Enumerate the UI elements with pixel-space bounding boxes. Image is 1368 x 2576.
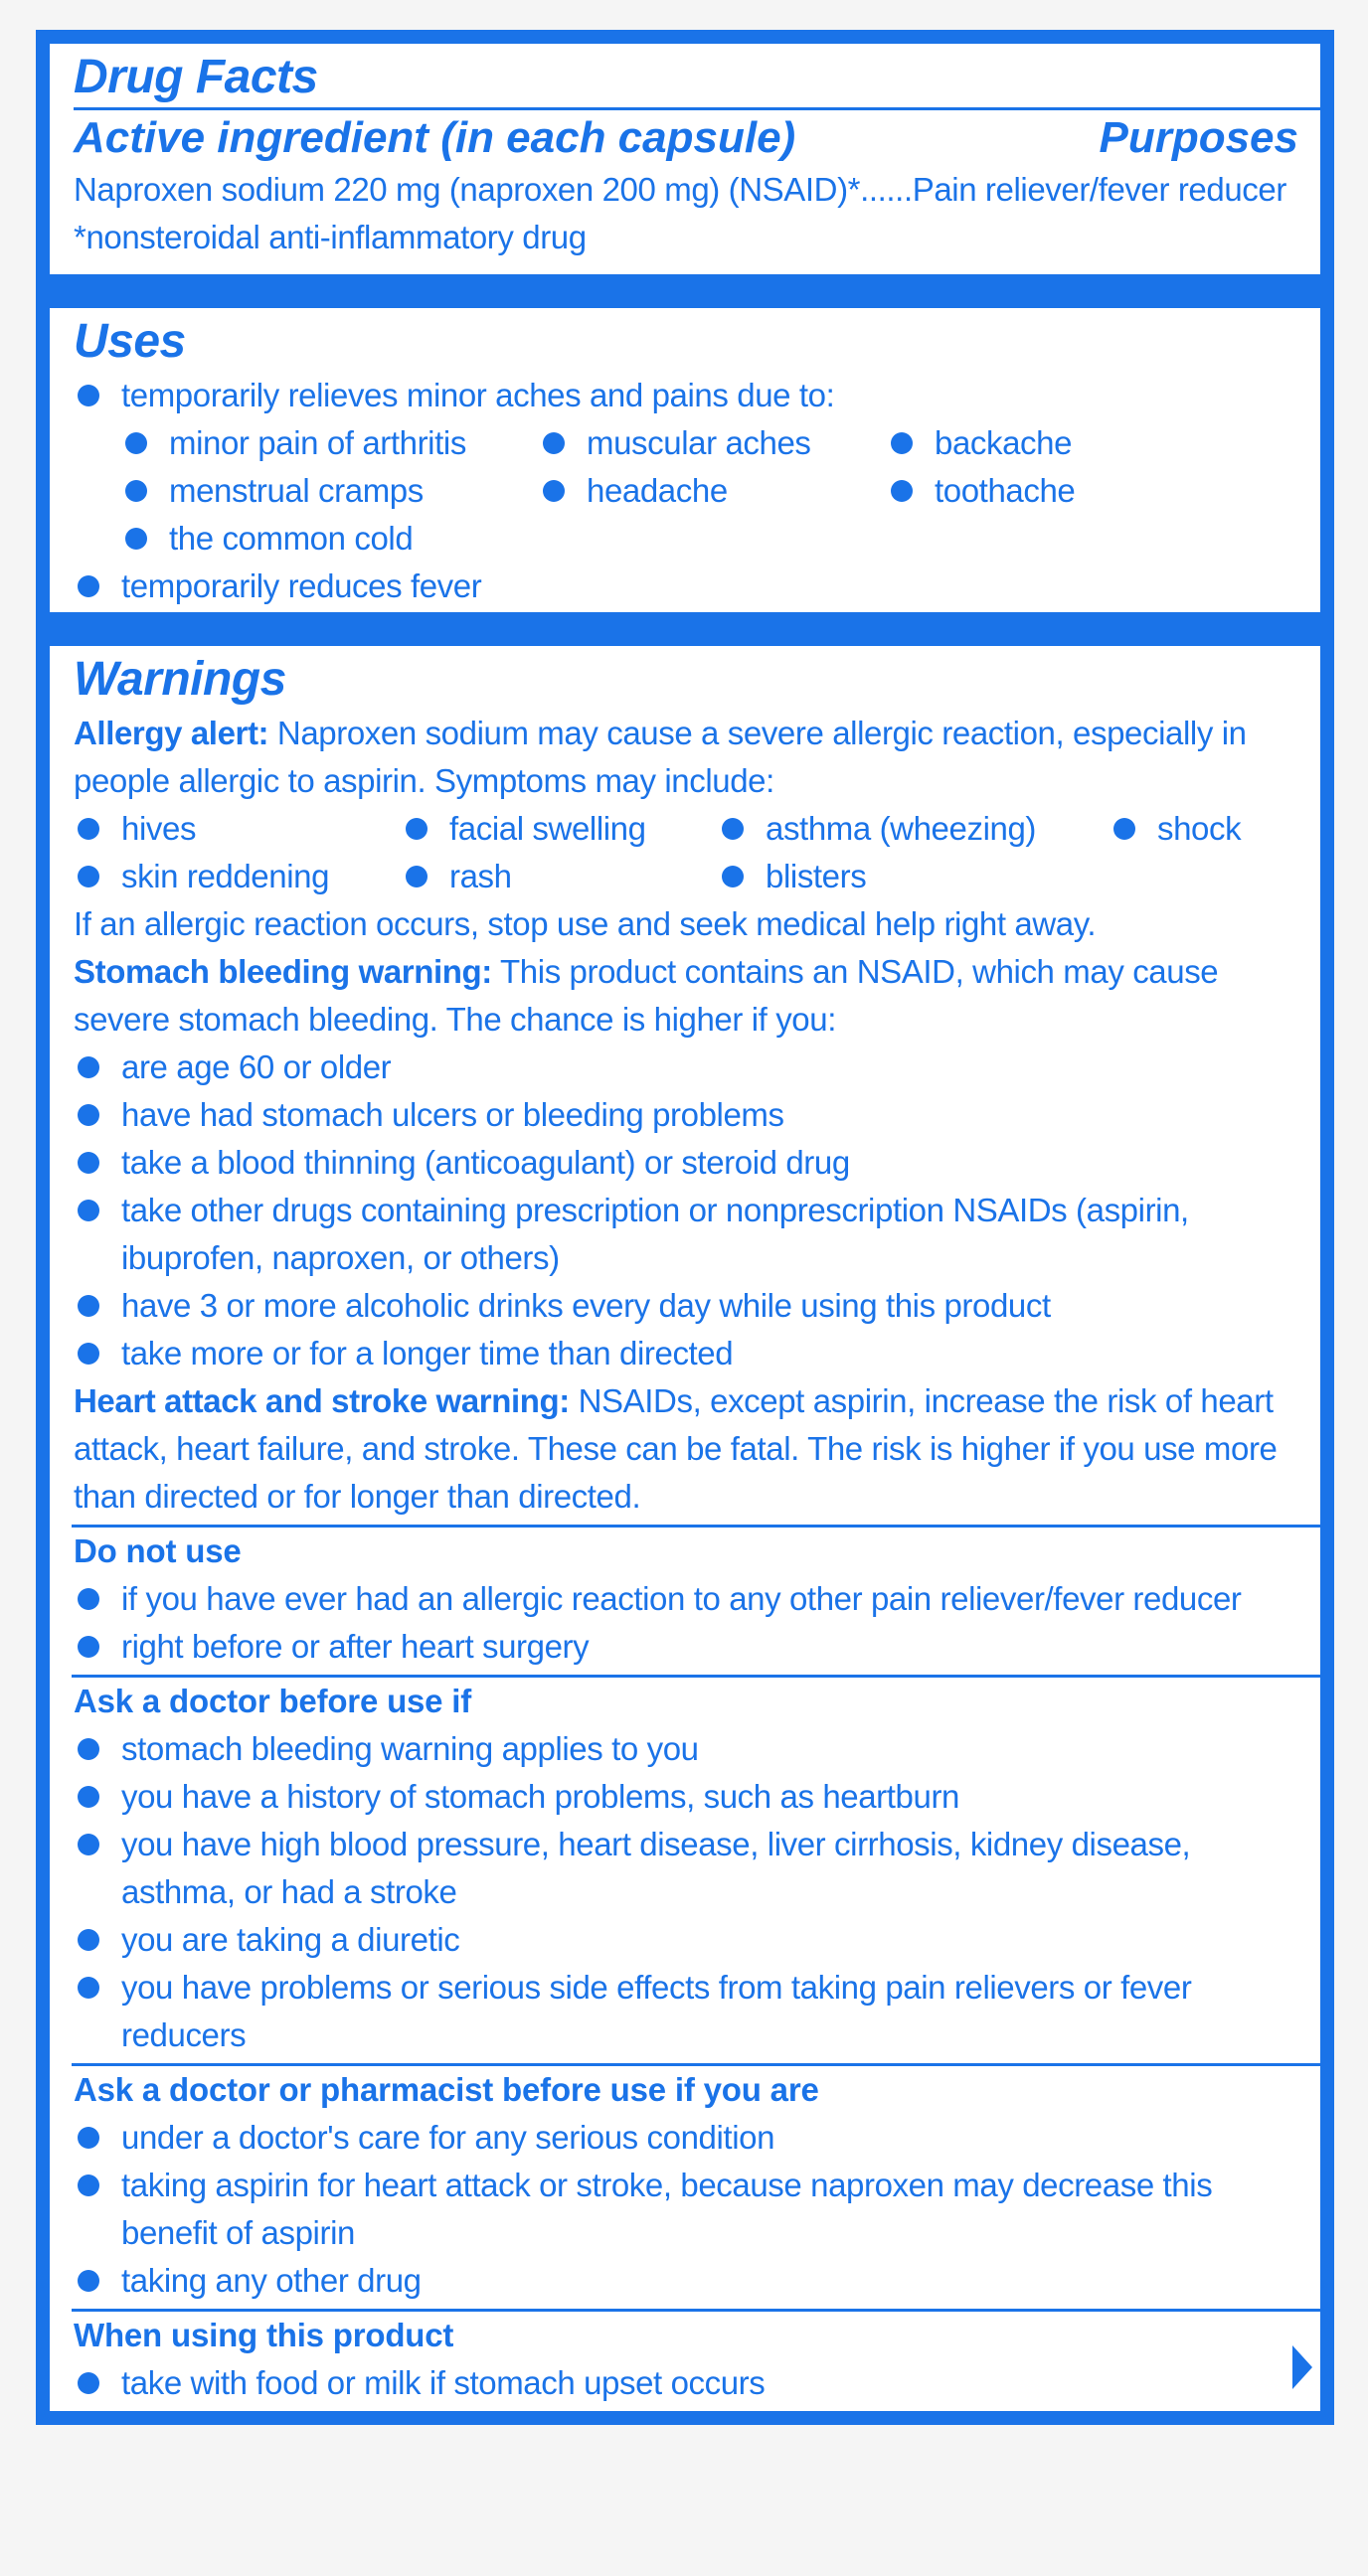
bullet-icon (78, 575, 99, 597)
bullet-icon (78, 2270, 99, 2292)
symptoms-grid (74, 805, 1298, 900)
list-item: shock (1110, 805, 1308, 853)
warnings-panel (50, 646, 1320, 2411)
bullet-icon (125, 480, 147, 502)
bullet-icon (543, 432, 565, 454)
active-ingredient-heading: Active ingredient (in each capsule) (74, 113, 796, 162)
list-item: facial swelling (402, 805, 718, 853)
bullet-icon (78, 2127, 99, 2149)
bullet-icon (78, 1786, 99, 1808)
list-item: temporarily reduces fever (74, 563, 1298, 610)
bullet-icon (78, 2174, 99, 2196)
list-item: take more or for a longer time than directed (74, 1330, 1298, 1377)
list-item: stomach bleeding warning applies to you (74, 1725, 1298, 1773)
list-item: skin reddening (74, 853, 402, 900)
bullet-icon (722, 866, 744, 887)
warnings-title: Warnings (74, 653, 286, 706)
list-item: you are taking a diuretic (74, 1916, 1298, 1964)
list-item: muscular aches (539, 419, 887, 467)
bullet-icon (78, 1588, 99, 1610)
bullet-icon (78, 1977, 99, 1999)
do-not-use-heading: Do not use (74, 1532, 242, 1569)
bullet-icon (78, 1200, 99, 1221)
bullet-icon (78, 1295, 99, 1317)
heart-warning-cont: attack, heart failure, and stroke. These can be fatal. The risk is higher if you use more (74, 1430, 1278, 1467)
list-item: have 3 or more alcoholic drinks every day while using this product (74, 1282, 1298, 1330)
bullet-icon (891, 480, 913, 502)
stomach-warning: Stomach bleeding warning: This product contains an NSAID, which may cause (74, 953, 1219, 990)
list-item: you have problems or serious side effects from taking pain relievers or fever reducers (74, 1964, 1298, 2059)
list-item: headache (539, 467, 887, 515)
list-item: right before or after heart surgery (74, 1623, 1298, 1671)
bullet-icon (891, 432, 913, 454)
drug-facts-label (36, 30, 1334, 2425)
bullet-icon (406, 866, 428, 887)
bullet-icon (78, 1738, 99, 1760)
ask-doctor-heading: Ask a doctor before use if (74, 1683, 472, 1719)
list-item: taking aspirin for heart attack or stroke, because naproxen may decrease this benefit of aspirin (74, 2162, 1298, 2257)
purposes-heading: Purposes (1099, 113, 1298, 162)
bullet-icon (722, 818, 744, 840)
uses-panel (50, 308, 1320, 612)
when-using-heading: When using this product (74, 2317, 454, 2353)
list-item: asthma (wheezing) (718, 805, 1110, 853)
bullet-icon (78, 866, 99, 887)
drug-facts-panel (50, 44, 1320, 274)
bullet-icon (1113, 818, 1135, 840)
list-item: blisters (718, 853, 1110, 900)
allergy-alert-cont: people allergic to aspirin. Symptoms may include: (74, 762, 774, 799)
list-item: if you have ever had an allergic reaction to any other pain reliever/fever reducer (74, 1575, 1298, 1623)
bullet-icon (78, 818, 99, 840)
bullet-icon (78, 2372, 99, 2394)
bullet-icon (78, 1834, 99, 1855)
ask-pharmacist-heading: Ask a doctor or pharmacist before use if you are (74, 2071, 819, 2108)
list-item: take a blood thinning (anticoagulant) or steroid drug (74, 1139, 1298, 1187)
allergy-alert: Allergy alert: Naproxen sodium may cause a severe allergic reaction, especially in (74, 715, 1247, 751)
list-item: you have a history of stomach problems, such as heartburn (74, 1773, 1298, 1821)
heart-warning-cont-2: than directed or for longer than directed. (74, 1478, 641, 1515)
bullet-icon (78, 1056, 99, 1078)
bullet-icon (78, 1929, 99, 1951)
bullet-icon (78, 1152, 99, 1174)
list-item: minor pain of arthritis (121, 419, 539, 467)
uses-grid (121, 419, 1298, 563)
list-item: have had stomach ulcers or bleeding problems (74, 1091, 1298, 1139)
list-item: are age 60 or older (74, 1044, 1298, 1091)
bullet-icon (78, 1343, 99, 1365)
list-item: take other drugs containing prescription or nonprescription NSAIDs (aspirin, ibuprofen, naproxen, or others) (74, 1187, 1298, 1282)
bullet-icon (78, 1636, 99, 1658)
stomach-warning-cont: severe stomach bleeding. The chance is higher if you: (74, 1001, 836, 1038)
list-item: you have high blood pressure, heart disease, liver cirrhosis, kidney disease, asthma, or had a stroke (74, 1821, 1298, 1916)
continue-arrow-icon (1292, 2345, 1312, 2389)
bullet-icon (543, 480, 565, 502)
list-item: under a doctor's care for any serious condition (74, 2114, 1298, 2162)
uses-title: Uses (74, 315, 186, 368)
bullet-icon (125, 528, 147, 550)
list-item: backache (887, 419, 1185, 467)
bullet-icon (406, 818, 428, 840)
bullet-icon (78, 385, 99, 406)
list-item: menstrual cramps (121, 467, 539, 515)
list-item: take with food or milk if stomach upset occurs (74, 2359, 1298, 2407)
list-item: toothache (887, 467, 1185, 515)
drug-facts-title: Drug Facts (74, 51, 318, 103)
bullet-icon (78, 1104, 99, 1126)
heart-warning: Heart attack and stroke warning: NSAIDs, except aspirin, increase the risk of heart (74, 1382, 1274, 1419)
ingredient-line: Naproxen sodium 220 mg (naproxen 200 mg) (NSAID)*......Pain reliever/fever reducer (74, 171, 1286, 208)
list-item: hives (74, 805, 402, 853)
list-item: taking any other drug (74, 2257, 1298, 2305)
allergy-after: If an allergic reaction occurs, stop use and seek medical help right away. (74, 905, 1097, 942)
list-item: rash (402, 853, 718, 900)
list-item: the common cold (121, 515, 539, 563)
nsaid-footnote: *nonsteroidal anti-inflammatory drug (74, 219, 587, 255)
list-item: temporarily relieves minor aches and pains due to: (74, 372, 1298, 419)
bullet-icon (125, 432, 147, 454)
